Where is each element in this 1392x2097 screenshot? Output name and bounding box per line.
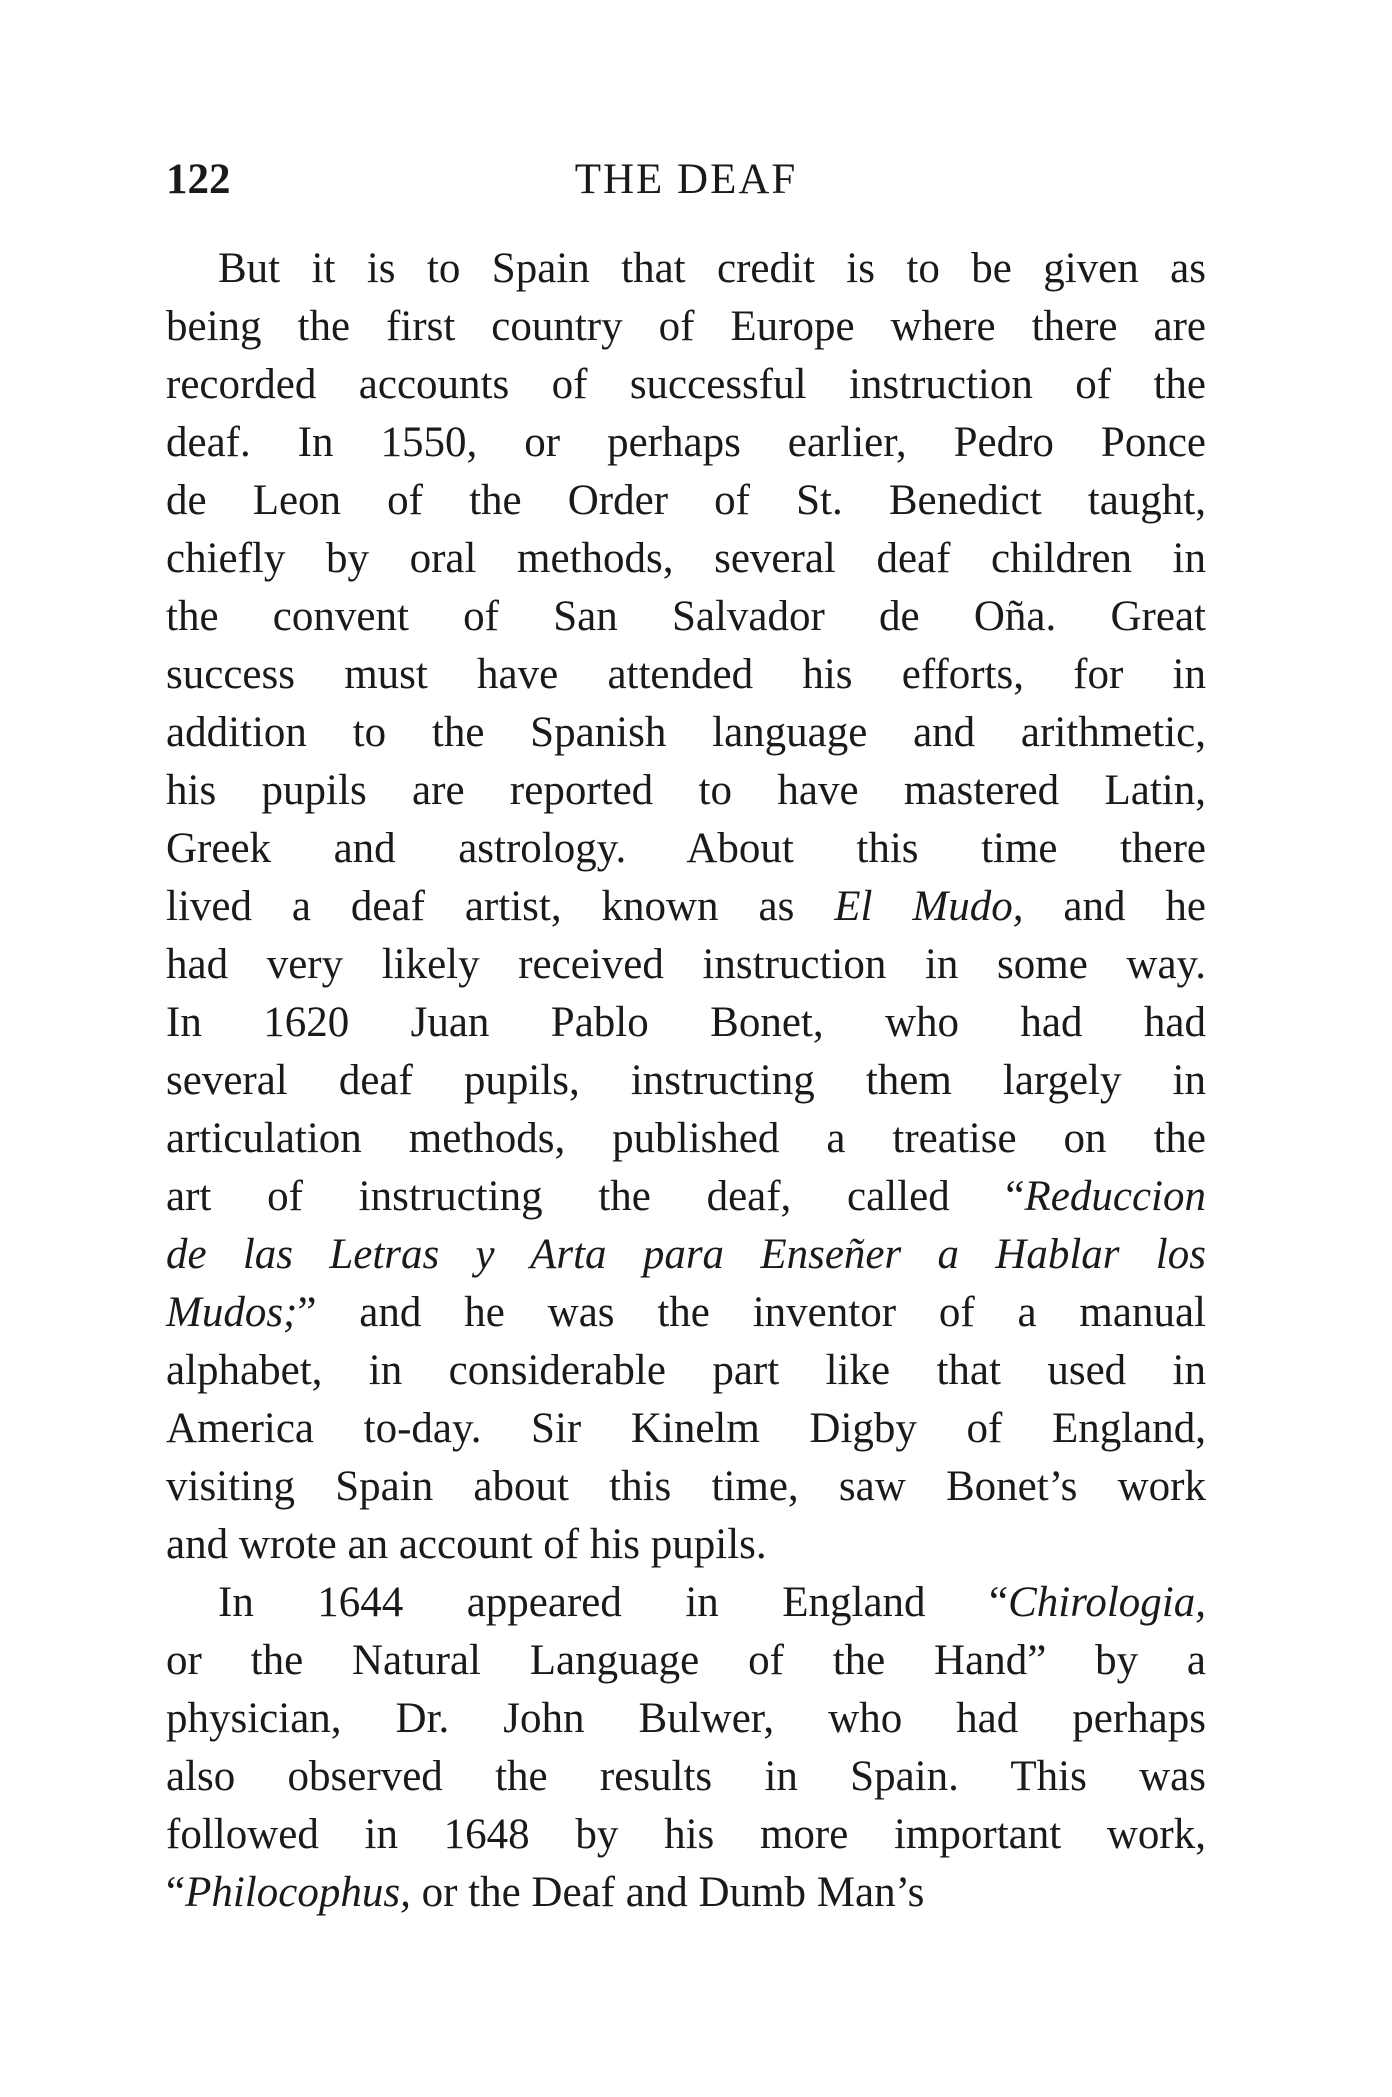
text-run: art of instructing the deaf, called “ — [166, 1173, 1025, 1220]
text-line — [166, 1110, 1206, 1168]
text-line — [166, 1748, 1206, 1806]
text-line — [166, 1168, 1206, 1226]
text-line — [166, 762, 1206, 820]
text-line — [166, 1574, 1206, 1632]
text-line — [166, 994, 1206, 1052]
text-run: America to-day. Sir Kinelm Digby of England, — [166, 1405, 1206, 1452]
text-line — [166, 1690, 1206, 1748]
text-line — [166, 240, 1206, 298]
text-run: In 1644 appeared in England “ — [218, 1579, 1009, 1626]
text-line — [166, 1052, 1206, 1110]
text-run: Greek and astrology. About this time there — [166, 825, 1206, 872]
text-run: addition to the Spanish language and arithmetic, — [166, 709, 1206, 756]
text-line — [166, 878, 1206, 936]
text-line — [166, 356, 1206, 414]
italic-text: El Mudo, — [834, 883, 1024, 930]
text-line — [166, 646, 1206, 704]
text-line — [166, 936, 1206, 994]
text-run: success must have attended his efforts, for in — [166, 651, 1206, 698]
text-line — [166, 820, 1206, 878]
italic-text: Mudos; — [166, 1289, 298, 1336]
text-line — [166, 1400, 1206, 1458]
text-line — [166, 1342, 1206, 1400]
text-run: lived a deaf artist, known as — [166, 883, 835, 930]
text-line — [166, 298, 1206, 356]
text-line — [166, 414, 1206, 472]
text-line — [166, 1632, 1206, 1690]
text-line — [166, 588, 1206, 646]
text-run: physician, Dr. John Bulwer, who had perhaps — [166, 1695, 1206, 1742]
text-line — [166, 1458, 1206, 1516]
text-run: also observed the results in Spain. This was — [166, 1753, 1206, 1800]
text-line — [166, 704, 1206, 762]
text-run: and he — [1023, 883, 1207, 930]
text-line — [166, 472, 1206, 530]
italic-text: Reduccion — [1024, 1173, 1206, 1220]
text-line — [166, 1516, 1206, 1574]
text-run: de Leon of the Order of St. Benedict taught, — [166, 477, 1206, 524]
text-run: visiting Spain about this time, saw Bonet’s work — [166, 1463, 1206, 1510]
text-run: or the Deaf and Dumb Man’s — [410, 1869, 925, 1916]
text-run: and wrote an account of his pupils. — [166, 1521, 767, 1568]
italic-text: de las Letras y Arta para Enseñer a Hablar los — [166, 1231, 1206, 1278]
text-line — [166, 1226, 1206, 1284]
text-run: recorded accounts of successful instruction of the — [166, 361, 1206, 408]
text-run: chiefly by oral methods, several deaf children in — [166, 535, 1206, 582]
text-run: or the Natural Language of the Hand” by a — [166, 1637, 1206, 1684]
running-title: THE DEAF — [574, 156, 798, 203]
text-run: had very likely received instruction in some way. — [166, 941, 1206, 988]
text-run: his pupils are reported to have mastered Latin, — [166, 767, 1206, 814]
text-line — [166, 1284, 1206, 1342]
text-run: “ — [166, 1869, 186, 1916]
text-run: the convent of San Salvador de Oña. Great — [166, 593, 1206, 640]
text-run: In 1620 Juan Pablo Bonet, who had had — [166, 999, 1206, 1046]
text-line — [166, 530, 1206, 588]
text-line — [166, 1864, 1206, 1922]
body-text — [166, 240, 1206, 1922]
page-header — [166, 150, 1206, 210]
text-line — [166, 1806, 1206, 1864]
text-run: articulation methods, published a treatise on the — [166, 1115, 1206, 1162]
italic-text: Philocophus, — [185, 1869, 411, 1916]
page-number: 122 — [166, 156, 231, 203]
text-run: alphabet, in considerable part like that used in — [166, 1347, 1206, 1394]
text-run: being the first country of Europe where there are — [166, 303, 1206, 350]
text-run: ” and he was the inventor of a manual — [297, 1289, 1206, 1336]
text-run: several deaf pupils, instructing them largely in — [166, 1057, 1206, 1104]
italic-text: Chirologia, — [1008, 1579, 1206, 1626]
text-run: followed in 1648 by his more important work, — [166, 1811, 1206, 1858]
text-run: But it is to Spain that credit is to be given as — [218, 245, 1206, 292]
text-run: deaf. In 1550, or perhaps earlier, Pedro Ponce — [166, 419, 1206, 466]
